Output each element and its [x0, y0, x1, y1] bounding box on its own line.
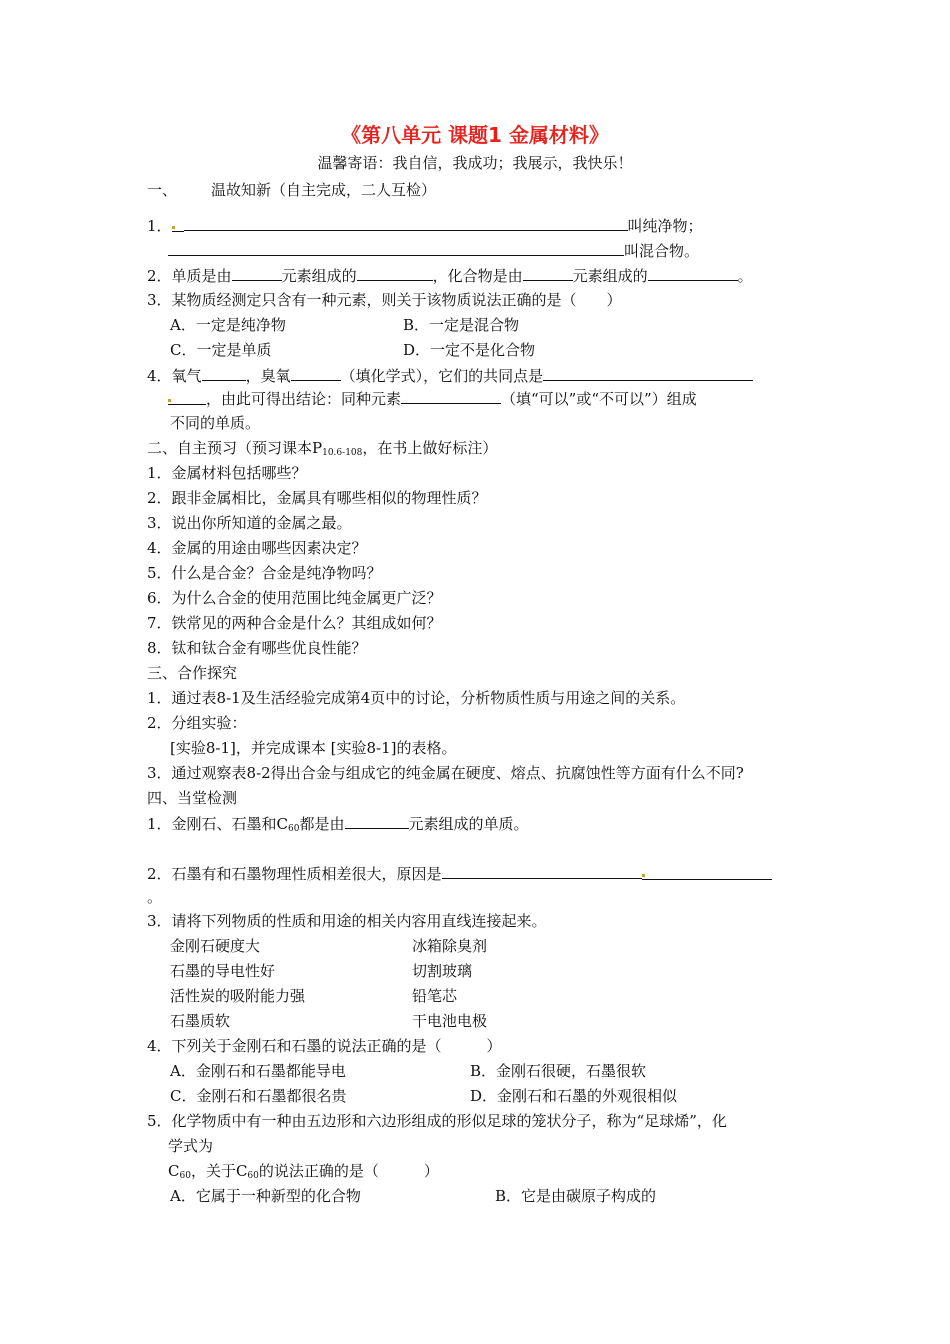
q1-number: 1． — [147, 217, 172, 235]
use-item[interactable]: 干电池电极 — [412, 1012, 488, 1030]
section-1-heading: 温故知新（自主完成，二人互检） — [211, 181, 437, 199]
test-q5-text: 的说法正确的是（ ） — [258, 1162, 439, 1180]
q2-line — [147, 265, 753, 286]
preview-item: 2．跟非金属相比，金属具有哪些相似的物理性质？ — [147, 489, 487, 507]
use-item[interactable]: 冰箱除臭剂 — [412, 937, 488, 955]
q3-option-b[interactable]: B．一定是混合物 — [403, 316, 520, 334]
q5-option-a[interactable]: A．它属于一种新型的化合物 — [170, 1187, 361, 1205]
blank[interactable] — [184, 215, 628, 231]
test-q1 — [147, 813, 529, 839]
property-item[interactable]: 石墨的导电性好 — [170, 962, 276, 980]
q4-text: （填“可以”或“不可以”）组成 — [501, 390, 697, 408]
test-q5-line-2: 学式为 — [168, 1137, 214, 1155]
q3-option-d[interactable]: D．一定不是化合物 — [403, 341, 536, 359]
explore-item: 3．通过观察表8-2得出合金与组成它的纯金属在硬度、熔点、抗腐蚀性等方面有什么不同? — [147, 764, 744, 782]
blank[interactable] — [168, 240, 624, 256]
test-q5-line-3 — [168, 1161, 439, 1186]
q4-text: ，由此可得出结论：同种元素 — [206, 390, 402, 408]
explore-item: 1．通过表8-1及生活经验完成第4页中的讨论，分析物质性质与用途之间的关系。 — [147, 689, 686, 707]
blank[interactable] — [168, 389, 206, 405]
subscript: 60 — [288, 824, 300, 834]
blank[interactable] — [523, 265, 573, 281]
blank[interactable] — [291, 365, 341, 381]
q2-text: 单质是由 — [171, 267, 232, 285]
q4-text: ，臭氧 — [245, 367, 291, 385]
q1-text-a: 叫纯净物； — [627, 217, 703, 235]
blank[interactable] — [642, 864, 772, 880]
test-q4: 4．下列关于金刚石和石墨的说法正确的是（ ） — [147, 1037, 502, 1055]
preview-item: 4．金属的用途由哪些因素决定？ — [147, 539, 367, 557]
q2-text: 元素组成的 — [572, 267, 648, 285]
test-q1-text: 都是由 — [299, 815, 345, 833]
motto: 温馨寄语：我自信，我成功；我展示，我快乐！ — [317, 154, 633, 172]
q2-text: ，化合物是由 — [432, 267, 523, 285]
page-range: 10.6-108 — [322, 448, 363, 458]
q3-number: 3． — [147, 291, 172, 309]
q4-option-d[interactable]: D．金刚石和石墨的外观很相似 — [470, 1087, 678, 1105]
q2-text: 元素组成的 — [281, 267, 357, 285]
test-q2-text: 2．石墨有和石墨物理性质相差很大，原因是 — [147, 865, 442, 883]
q4-text: （填化学式），它们的共同点是 — [340, 367, 544, 385]
q2-number: 2． — [147, 267, 172, 285]
q4-option-a[interactable]: A．金刚石和石墨都能导电 — [170, 1062, 346, 1080]
q1-line-2 — [168, 240, 699, 261]
preview-item: 3．说出你所知道的金属之最。 — [147, 514, 352, 532]
subscript: 60 — [179, 1171, 191, 1181]
blank[interactable] — [543, 365, 753, 381]
preview-item: 7．铁常见的两种合金是什么？其组成如何？ — [147, 614, 442, 632]
test-q2 — [147, 863, 772, 884]
blank[interactable] — [172, 216, 184, 232]
property-item[interactable]: 活性炭的吸附能力强 — [170, 987, 306, 1005]
blank[interactable] — [442, 863, 642, 879]
property-item[interactable]: 金刚石硬度大 — [170, 937, 261, 955]
test-q1-text: 元素组成的单质。 — [408, 815, 529, 833]
test-q5-text: C — [168, 1162, 180, 1180]
preview-item: 5．什么是合金？合金是纯净物吗？ — [147, 564, 382, 582]
q1-text-b: 叫混合物。 — [624, 242, 700, 260]
blank[interactable] — [202, 365, 246, 381]
test-q3: 3．请将下列物质的性质和用途的相关内容用直线连接起来。 — [147, 912, 547, 930]
preview-item: 1．金属材料包括哪些？ — [147, 464, 307, 482]
use-item[interactable]: 切割玻璃 — [412, 962, 473, 980]
q3-text: 某物质经测定只含有一种元素，则关于该物质说法正确的是（ ） — [171, 291, 622, 309]
property-item[interactable]: 石墨质软 — [170, 1012, 231, 1030]
explore-item: 2．分组实验： — [147, 714, 247, 732]
section-3-heading: 三、合作探究 — [147, 664, 238, 682]
q3-option-a[interactable]: A．一定是纯净物 — [170, 316, 286, 334]
q4-number: 4． — [147, 367, 172, 385]
q5-option-b[interactable]: B．它是由碳原子构成的 — [495, 1187, 657, 1205]
blank[interactable] — [648, 265, 738, 281]
preview-item: 6．为什么合金的使用范围比纯金属更广泛？ — [147, 589, 442, 607]
mark-dot — [642, 874, 645, 877]
blank[interactable] — [401, 388, 501, 404]
q4-text: 氧气 — [171, 367, 202, 385]
q3-line — [147, 290, 622, 310]
subscript: 60 — [247, 1171, 259, 1181]
section-4-heading: 四、当堂检测 — [147, 789, 238, 807]
section-2-heading-text: 二、自主预习（预习课本P — [147, 439, 323, 457]
blank[interactable] — [232, 265, 282, 281]
test-q1-text: 1．金刚石、石墨和C — [147, 815, 289, 833]
q4-line-2 — [168, 388, 697, 409]
section-2-heading — [147, 438, 497, 463]
mark-dot — [172, 226, 175, 229]
q4-option-c[interactable]: C．金刚石和石墨都很名贵 — [170, 1087, 347, 1105]
use-item[interactable]: 铅笔芯 — [412, 987, 458, 1005]
q4-line-3: 不同的单质。 — [170, 414, 261, 432]
blank[interactable] — [357, 265, 433, 281]
blank[interactable] — [345, 813, 409, 829]
q1-line-1 — [147, 215, 703, 236]
q2-text: 。 — [737, 267, 753, 285]
section-1-number: 一、 — [147, 181, 178, 199]
section-2-heading-text: ，在书上做好标注） — [362, 439, 498, 457]
test-q2-end: 。 — [147, 888, 163, 906]
test-q5-line-1: 5．化学物质中有一种由五边形和六边形组成的形似足球的笼状分子，称为“足球烯”，化 — [147, 1112, 727, 1130]
q4-option-b[interactable]: B．金刚石很硬，石墨很软 — [470, 1062, 647, 1080]
q3-option-c[interactable]: C．一定是单质 — [170, 341, 272, 359]
page-title: 《第八单元 课题1 金属材料》 — [341, 123, 609, 147]
test-q5-text: ，关于C — [190, 1162, 248, 1180]
mark-dot — [168, 399, 171, 402]
preview-item: 8．钛和钛合金有哪些优良性能？ — [147, 639, 367, 657]
q4-line-1 — [147, 365, 753, 386]
explore-detail: [实验8-1]，并完成课本 [实验8-1]的表格。 — [170, 739, 457, 757]
